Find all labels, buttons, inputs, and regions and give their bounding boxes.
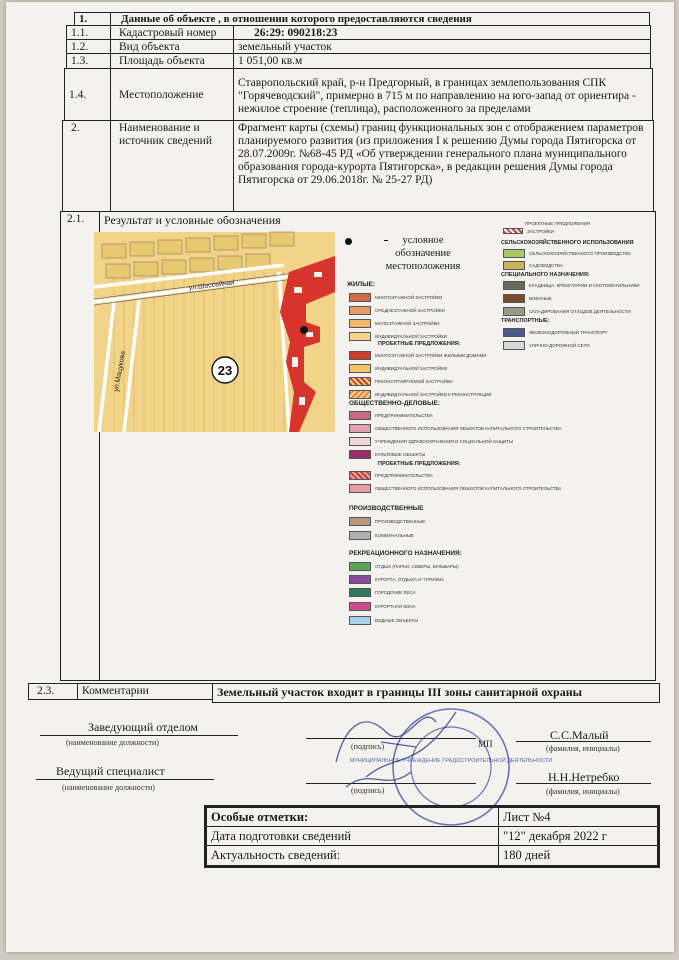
legend-pub-3: КУЛЬТОВЫЕ ОБЪЕКТЫ bbox=[349, 450, 425, 459]
legend-transport-head: ТРАНСПОРТНЫЕ: bbox=[501, 318, 550, 324]
legend-proj-2: РЕКОНСТРУИРУЕМОЙ ЗАСТРОЙКИ bbox=[349, 377, 453, 386]
legend-rec-2: ГОРОДСКИЕ ЛЕСА bbox=[349, 588, 416, 597]
legend-spec-0: КЛАДБИЩА, КРЕМАТОРИИ И СКОТОМОГИЛЬНИКИ bbox=[503, 281, 640, 290]
row-1-1-label: Кадастровый номер bbox=[110, 25, 234, 40]
comment-text: Земельный участок входит в границы III зоны санитарной охраны bbox=[212, 683, 660, 703]
position-spec-line bbox=[36, 779, 214, 780]
legend-agri-1: САДОВОДСТВА bbox=[503, 261, 563, 270]
legend-pub-2: УЧРЕЖДЕНИЯ ЗДРАВООХРАНЕНИЯ И СОЦИАЛЬНОЙ ЗАЩИТЫ bbox=[349, 437, 513, 446]
row-1-1-num: 1.1. bbox=[66, 25, 111, 40]
section23-num: 2.3. bbox=[28, 683, 78, 700]
source-description: Фрагмент карты (схемы) границ функциональных зон с отображением параметров планируемого развития (из приложения I к решению Думы города Пятигорска от 28.07.2009г. №68-45 РД «Об утверждении генерального плана муниципального образования города-курорта Пятигорска», в редакции решения Думы города Пятигорска от 29.06.2018г. № 25-27 РД) bbox=[233, 120, 654, 212]
date-label: Дата подготовки сведений bbox=[206, 826, 499, 846]
zoning-map bbox=[94, 232, 335, 432]
legend-proj-head: ПРОЕКТНЫЕ ПРЕДЛОЖЕНИЯ: bbox=[378, 341, 461, 347]
legend-rec-3: КУРОРТНАЯ ЗОНА bbox=[349, 602, 416, 611]
legend-residential-head: ЖИЛЫЕ: bbox=[347, 281, 375, 288]
legend-proj-0: МНОГОЭТАЖНОЙ ЗАСТРОЙКИ ЖИЛЫМИ ДОМАМИ bbox=[349, 351, 486, 360]
legend-right-top-0: ПРОЕКТНЫЕ ПРЕДЛОЖЕНИЯ bbox=[525, 221, 591, 226]
street-shosseynaya: ул.Шоссейная bbox=[188, 279, 235, 292]
object-location: Ставропольский край, р-н Предгорный, в границах землепользования СПК "Горячеводский", примерно в 715 м по направлению на юго-запад от ориентира - нежилое строение (теплица), расположенного за пределами bbox=[233, 68, 653, 121]
signature-mark bbox=[326, 692, 476, 802]
legend-rec-4: ВОДНЫЕ ОБЪЕКТЫ bbox=[349, 616, 418, 625]
row-1-2-num: 1.2. bbox=[66, 39, 111, 54]
legend-right-top-1: ЗАСТРОЙКИ bbox=[503, 228, 554, 234]
legend-pubproj-1: ОБЩЕСТВЕННОГО ИСПОЛЬЗОВАНИЯ ОБЪЕКТОВ КАПИТАЛЬНОГО СТРОИТЕЛЬСТВА bbox=[349, 484, 561, 493]
location-legend-text: условное обозначение местоположения bbox=[385, 235, 461, 272]
position-spec: Ведущий специалист bbox=[56, 764, 165, 778]
actuality-label: Актуальность сведений: bbox=[206, 845, 499, 866]
legend-trans-1: УЛИЧНО-ДОРОЖНОЙ СЕТИ bbox=[503, 341, 590, 350]
cadastral-number: 26:29: 090218:23 bbox=[233, 25, 651, 40]
section1-title: Данные об объекте , в отношении которого предоставляются сведения bbox=[110, 12, 650, 26]
legend-spec-2: СКЛАДИРОВАНИЯ ОТХОДОВ ДЕЯТЕЛЬНОСТИ bbox=[503, 307, 631, 316]
document-page bbox=[6, 2, 674, 952]
stamp-text: МУНИЦИПАЛЬНОЕ УЧРЕЖДЕНИЕ ГРАДОСТРОИТЕЛЬНОЙ ДЕЯТЕЛЬНОСТИ bbox=[349, 758, 553, 764]
legend-public-proj-head: ПРОЕКТНЫЕ ПРЕДЛОЖЕНИЯ: bbox=[378, 461, 461, 467]
street-matsukova: ул.Мацукова bbox=[113, 350, 128, 393]
position-spec-caption: (наименование должности) bbox=[62, 783, 155, 792]
zone-number: 23 bbox=[217, 363, 233, 378]
name-head-line bbox=[516, 741, 651, 742]
legend-special-head: СПЕЦИАЛЬНОГО НАЗНАЧЕНИЯ: bbox=[501, 272, 590, 278]
legend-agri-head: СЕЛЬСКОХОЗЯЙСТВЕННОГО ИСПОЛЬЗОВАНИЯ bbox=[501, 240, 634, 246]
legend-ind-0: ПРОИЗВОДСТВЕННЫЕ bbox=[349, 517, 425, 526]
legend-agri-0: СЕЛЬСКОХОЗЯЙСТВЕННОГО ПРОИЗВОДСТВА bbox=[503, 249, 631, 258]
object-type: земельный участок bbox=[233, 39, 651, 54]
row-1-3-num: 1.3. bbox=[66, 53, 111, 69]
legend-recreation-head: РЕКРЕАЦИОННОГО НАЗНАЧЕНИЯ: bbox=[349, 550, 462, 557]
section2-label: Наименование и источник сведений bbox=[110, 120, 234, 212]
legend-rec-0: ОТДЫХ (ПАРКИ, СКВЕРЫ, БУЛЬВАРЫ) bbox=[349, 562, 459, 571]
section21-label: Результат и условные обозначения bbox=[104, 213, 281, 227]
section2-num: 2. bbox=[62, 120, 111, 212]
legend-public-head: ОБЩЕСТВЕННО-ДЕЛОВЫЕ: bbox=[349, 400, 440, 407]
legend-res-0: МНОГОЭТАЖНОЙ ЗАСТРОЙКИ bbox=[349, 293, 442, 302]
object-area: 1 051,00 кв.м bbox=[233, 53, 651, 69]
name-head: С.С.Малый bbox=[550, 728, 609, 742]
name-spec-caption: (фамилия, инициалы) bbox=[546, 787, 620, 796]
section23-label: Комментарии bbox=[77, 683, 213, 700]
section1-num: 1. bbox=[74, 12, 111, 26]
mp-label: МП bbox=[478, 739, 493, 749]
row-1-2-label: Вид объекта bbox=[110, 39, 234, 54]
legend-pub-0: ПРЕДПРИНИМАТЕЛЬСТВА bbox=[349, 411, 433, 420]
position-head: Заведующий отделом bbox=[88, 720, 198, 734]
legend-pub-1: ОБЩЕСТВЕННОГО ИСПОЛЬЗОВАНИЯ ОБЪЕКТОВ КАПИТАЛЬНОГО СТРОИТЕЛЬСТВА bbox=[349, 424, 561, 433]
location-marker bbox=[300, 326, 308, 334]
sign2-caption: (подпись) bbox=[351, 786, 385, 795]
date-value: "12" декабря 2022 г bbox=[498, 826, 658, 846]
location-legend-dot bbox=[345, 238, 352, 245]
legend-rec-1: КУРОРТА, ОТДЫХА И ТУРИЗМА bbox=[349, 575, 444, 584]
legend-proj-1: ИНДИВИДУАЛЬНОЙ ЗАСТРОЙКИ bbox=[349, 364, 447, 373]
actuality-value: 180 дней bbox=[498, 845, 658, 866]
legend-spec-1: ВОЕННЫЕ bbox=[503, 294, 552, 303]
position-head-caption: (наименование должности) bbox=[66, 738, 159, 747]
legend-res-1: СРЕДНЕЭТАЖНОЙ ЗАСТРОЙКИ bbox=[349, 306, 445, 315]
legend-pubproj-0: ПРЕДПРИНИМАТЕЛЬСТВА bbox=[349, 471, 433, 480]
legend-industrial-head: ПРОИЗВОДСТВЕННЫЕ bbox=[349, 505, 424, 512]
legend-res-3: ИНДИВИДУАЛЬНОЙ ЗАСТРОЙКИ bbox=[349, 332, 447, 341]
special-marks-label: Особые отметки: bbox=[206, 807, 499, 827]
section21-num: 2.1. bbox=[60, 211, 100, 681]
name-spec-line bbox=[516, 783, 651, 784]
legend-proj-3: ИНДИВИДУАЛЬНОЙ ЗАСТРОЙКИ К РЕКОНСТРУКЦИИ bbox=[349, 390, 491, 399]
sheet-number: Лист №4 bbox=[498, 807, 658, 827]
row-1-3-label: Площадь объекта bbox=[110, 53, 234, 69]
position-head-line bbox=[40, 735, 238, 736]
name-head-caption: (фамилия, инициалы) bbox=[546, 744, 620, 753]
row-1-4-label: Местоположение bbox=[110, 68, 234, 121]
legend-trans-0: ЖЕЛЕЗНОДОРОЖНЫЙ ТРАНСПОРТ bbox=[503, 328, 607, 337]
name-spec: Н.Н.Нетребко bbox=[548, 770, 620, 784]
sign1-caption: (подпись) bbox=[351, 742, 385, 751]
row-1-4-num: 1.4. bbox=[64, 68, 111, 121]
legend-res-2: МАЛОЭТАЖНОЙ ЗАСТРОЙКИ bbox=[349, 319, 440, 328]
legend-ind-1: КОММУНАЛЬНЫЕ bbox=[349, 531, 414, 540]
